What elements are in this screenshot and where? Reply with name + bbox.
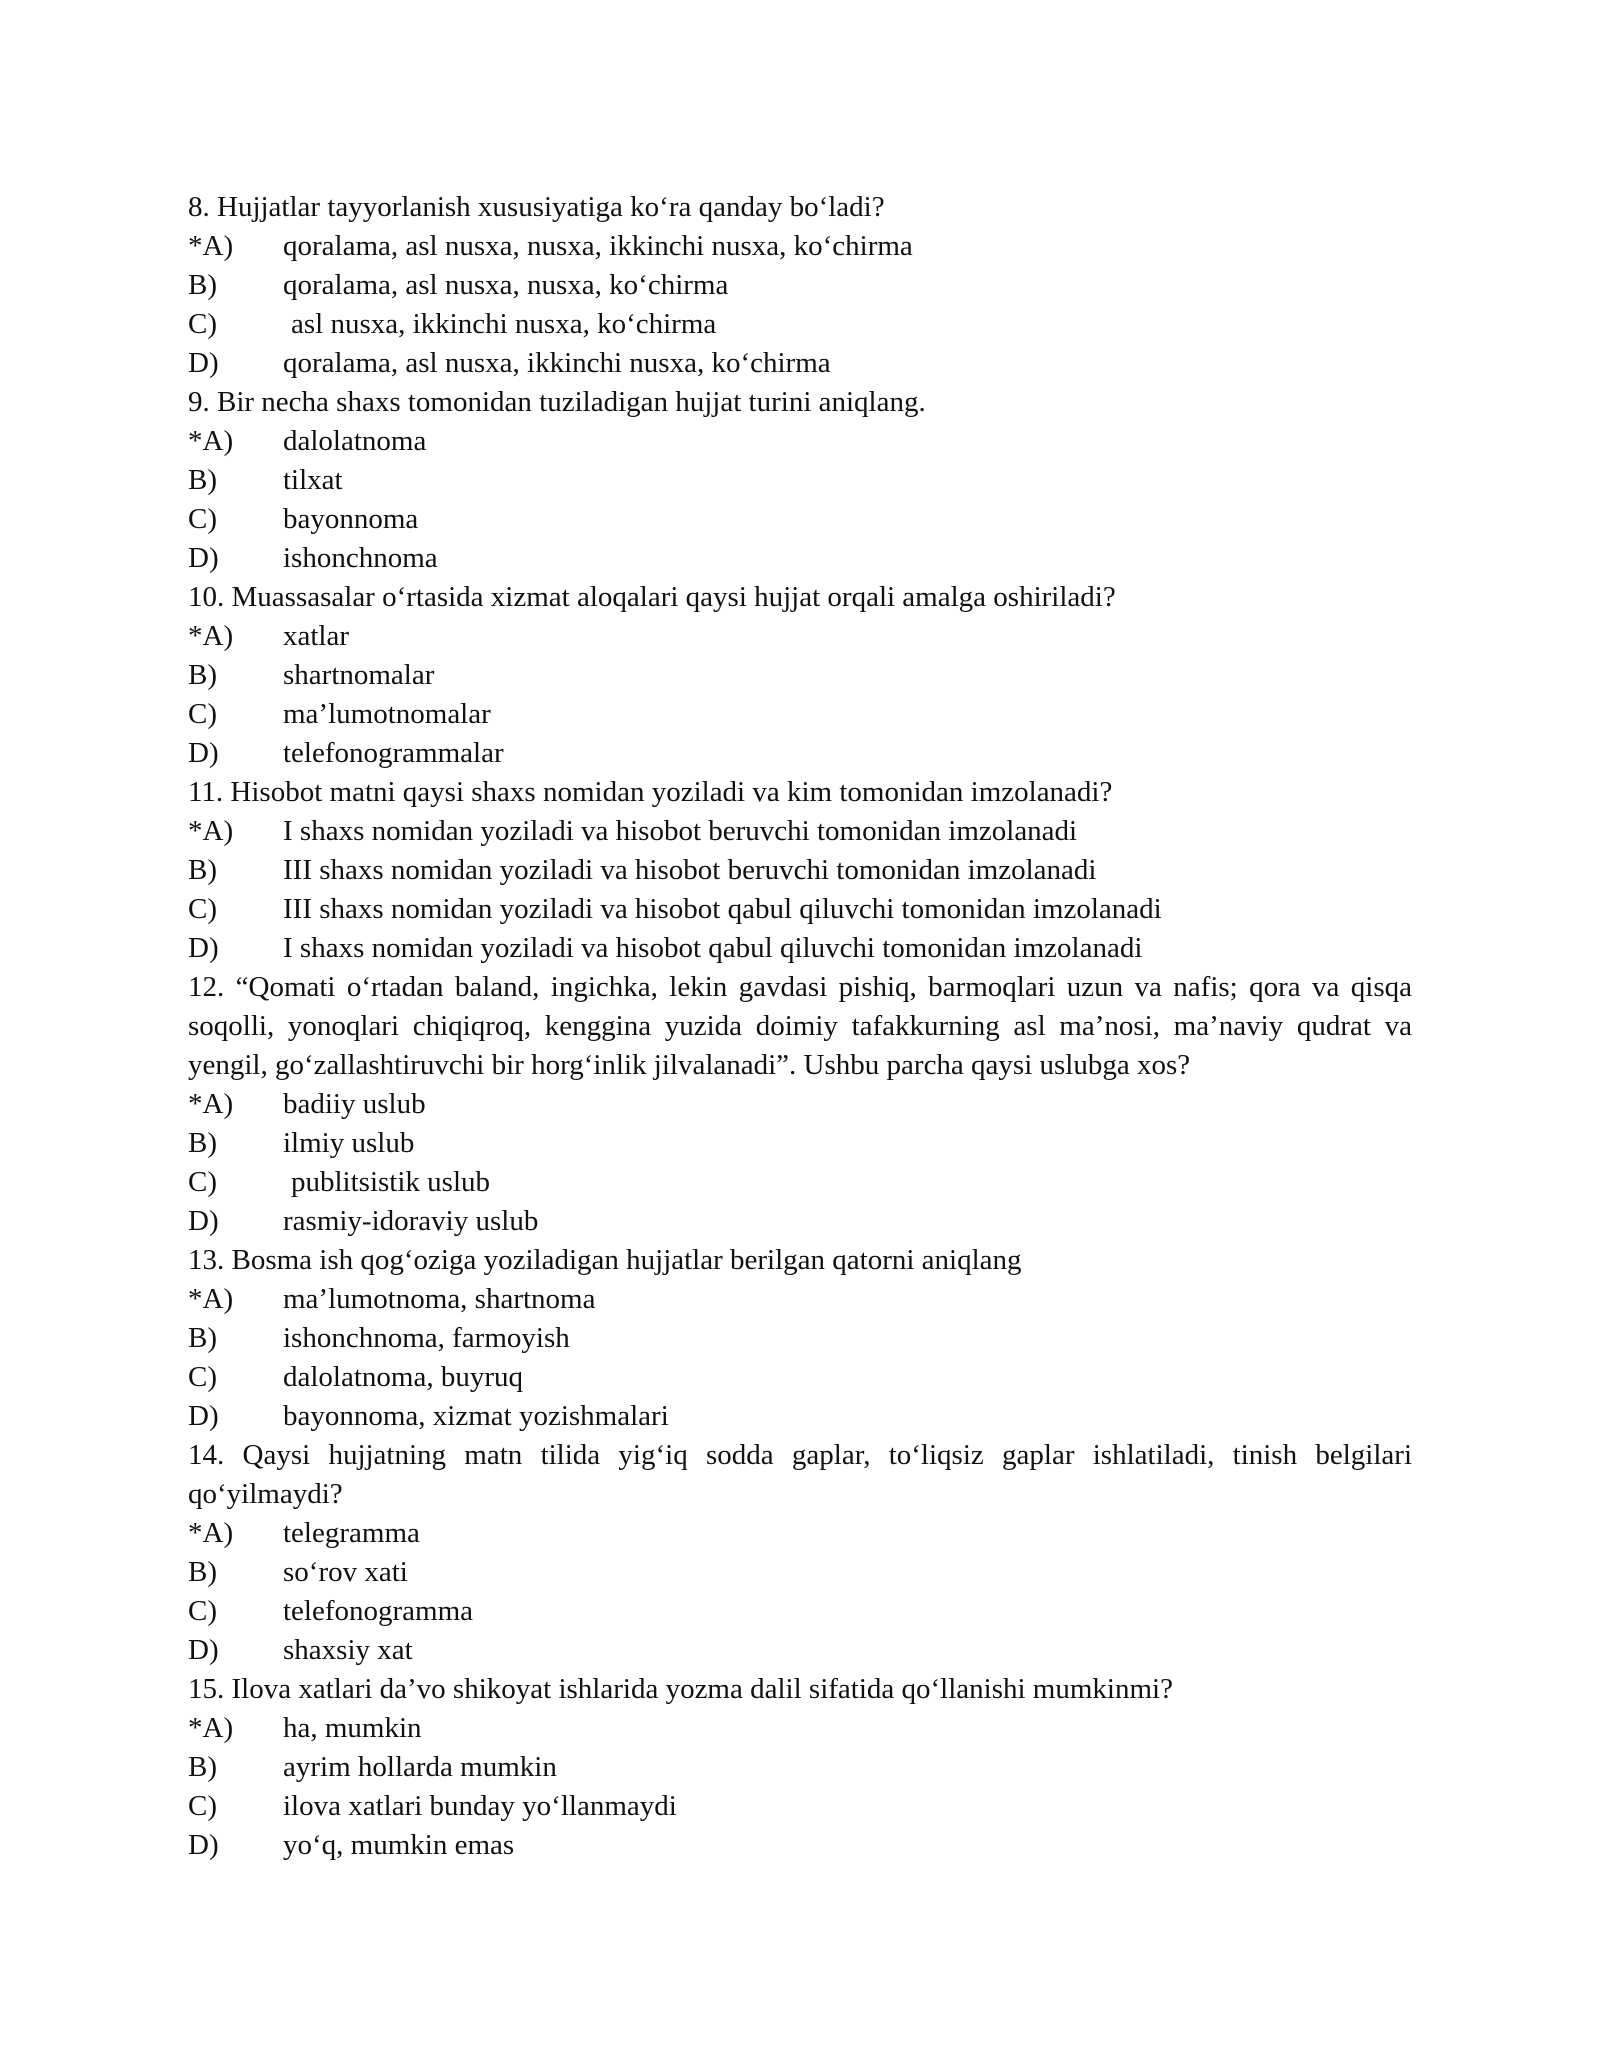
option-letter: *A) (188, 620, 234, 652)
option-text: dalolatnoma, buyruq (283, 1361, 524, 1393)
option-a-correct (188, 1709, 1412, 1748)
option-text: qoralama, asl nusxa, nusxa, ko‘chirma (283, 269, 729, 301)
option-d (188, 1631, 1412, 1670)
option-c (188, 305, 1412, 344)
option-a-correct (188, 1085, 1412, 1124)
question-10 (188, 578, 1412, 773)
option-text: qoralama, asl nusxa, ikkinchi nusxa, ko‘chirma (283, 347, 831, 379)
option-text: asl nusxa, ikkinchi nusxa, ko‘chirma (291, 308, 717, 340)
question-13 (188, 1241, 1412, 1436)
option-text: ilmiy uslub (283, 1127, 415, 1159)
question-text: 14. Qaysi hujjatning matn tilida yig‘iq sodda gaplar, to‘liqsiz gaplar ishlatiladi, tinish belgilari qo‘yilmaydi? (188, 1439, 1412, 1510)
option-letter: B) (188, 1322, 217, 1354)
option-b (188, 461, 1412, 500)
option-a-correct (188, 1514, 1412, 1553)
option-text: rasmiy-idoraviy uslub (283, 1205, 539, 1237)
question-text: 8. Hujjatlar tayyorlanish xususiyatiga ko‘ra qanday bo‘ladi? (188, 191, 885, 223)
option-text: ishonchnoma, farmoyish (283, 1322, 570, 1354)
option-letter: B) (188, 464, 217, 496)
option-b (188, 1553, 1412, 1592)
option-d (188, 1202, 1412, 1241)
option-text: ishonchnoma (283, 542, 438, 574)
option-b (188, 1319, 1412, 1358)
option-c (188, 1163, 1412, 1202)
option-text: so‘rov xati (283, 1556, 408, 1588)
option-b (188, 1124, 1412, 1163)
option-text: publitsistik uslub (291, 1166, 491, 1198)
option-letter: *A) (188, 815, 234, 847)
option-text: tilxat (283, 464, 343, 496)
option-letter: B) (188, 269, 217, 301)
option-letter: *A) (188, 1088, 234, 1120)
option-text: III shaxs nomidan yoziladi va hisobot beruvchi tomonidan imzolanadi (283, 854, 1097, 886)
option-letter: D) (188, 932, 219, 964)
option-letter: *A) (188, 1283, 234, 1315)
question-text: 11. Hisobot matni qaysi shaxs nomidan yoziladi va kim tomonidan imzolanadi? (188, 776, 1113, 808)
option-b (188, 851, 1412, 890)
option-letter: B) (188, 854, 217, 886)
option-text: shartnomalar (283, 659, 435, 691)
option-letter: D) (188, 737, 219, 769)
option-a-correct (188, 812, 1412, 851)
option-letter: B) (188, 1556, 217, 1588)
option-letter: B) (188, 659, 217, 691)
question-text: 12. “Qomati o‘rtadan baland, ingichka, lekin gavdasi pishiq, barmoqlari uzun va nafis; qora va qisqa soqolli, yonoqlari chiqiqroq, kenggina yuzida doimiy tafakkurning asl ma’nosi, ma’naviy qudrat va yengil, go‘zallashtiruvchi bir horg‘inlik jilvalanadi”. Ushbu parcha qaysi uslubga xos? (188, 971, 1412, 1081)
option-letter: C) (188, 503, 217, 535)
option-text: bayonnoma (283, 503, 419, 535)
option-text: yo‘q, mumkin emas (283, 1829, 515, 1861)
option-letter: D) (188, 542, 219, 574)
option-text: telefonogramma (283, 1595, 474, 1627)
question-8 (188, 188, 1412, 383)
option-a-correct (188, 422, 1412, 461)
option-letter: D) (188, 1400, 219, 1432)
option-text: bayonnoma, xizmat yozishmalari (283, 1400, 669, 1432)
option-c (188, 500, 1412, 539)
question-15 (188, 1670, 1412, 1865)
question-text: 13. Bosma ish qog‘oziga yoziladigan hujjatlar berilgan qatorni aniqlang (188, 1244, 1022, 1276)
option-a-correct (188, 1280, 1412, 1319)
quiz-document (188, 188, 1412, 1865)
option-text: I shaxs nomidan yoziladi va hisobot qabul qiluvchi tomonidan imzolanadi (283, 932, 1143, 964)
option-text: ha, mumkin (283, 1712, 422, 1744)
option-text: I shaxs nomidan yoziladi va hisobot beruvchi tomonidan imzolanadi (283, 815, 1078, 847)
option-d (188, 1397, 1412, 1436)
option-text: dalolatnoma (283, 425, 427, 457)
option-letter: D) (188, 1634, 219, 1666)
option-letter: C) (188, 1166, 217, 1198)
option-d (188, 929, 1412, 968)
option-letter: D) (188, 347, 219, 379)
option-text: ma’lumotnomalar (283, 698, 491, 730)
option-letter: D) (188, 1829, 219, 1861)
option-text: telegramma (283, 1517, 420, 1549)
question-text: 9. Bir necha shaxs tomonidan tuziladigan hujjat turini aniqlang. (188, 386, 926, 418)
option-b (188, 1748, 1412, 1787)
option-a-correct (188, 617, 1412, 656)
option-letter: B) (188, 1751, 217, 1783)
option-letter: C) (188, 308, 217, 340)
question-9 (188, 383, 1412, 578)
option-d (188, 539, 1412, 578)
option-letter: C) (188, 1361, 217, 1393)
question-12 (188, 968, 1412, 1241)
option-text: telefonogrammalar (283, 737, 504, 769)
option-text: qoralama, asl nusxa, nusxa, ikkinchi nusxa, ko‘chirma (283, 230, 913, 262)
option-letter: C) (188, 1790, 217, 1822)
option-letter: *A) (188, 230, 234, 262)
option-d (188, 734, 1412, 773)
option-d (188, 1826, 1412, 1865)
option-d (188, 344, 1412, 383)
option-b (188, 266, 1412, 305)
option-text: ma’lumotnoma, shartnoma (283, 1283, 596, 1315)
option-text: ilova xatlari bunday yo‘llanmaydi (283, 1790, 677, 1822)
option-text: III shaxs nomidan yoziladi va hisobot qabul qiluvchi tomonidan imzolanadi (283, 893, 1162, 925)
question-text: 10. Muassasalar o‘rtasida xizmat aloqalari qaysi hujjat orqali amalga oshiriladi? (188, 581, 1116, 613)
option-letter: *A) (188, 1712, 234, 1744)
option-c (188, 1787, 1412, 1826)
question-14 (188, 1436, 1412, 1670)
option-letter: *A) (188, 1517, 234, 1549)
option-text: ayrim hollarda mumkin (283, 1751, 557, 1783)
option-c (188, 1592, 1412, 1631)
option-b (188, 656, 1412, 695)
question-11 (188, 773, 1412, 968)
option-c (188, 695, 1412, 734)
option-letter: C) (188, 698, 217, 730)
option-text: xatlar (283, 620, 350, 652)
option-c (188, 890, 1412, 929)
option-text: badiiy uslub (283, 1088, 426, 1120)
option-text: shaxsiy xat (283, 1634, 413, 1666)
option-letter: B) (188, 1127, 217, 1159)
question-text: 15. Ilova xatlari da’vo shikoyat ishlarida yozma dalil sifatida qo‘llanishi mumkinmi? (188, 1673, 1173, 1705)
option-c (188, 1358, 1412, 1397)
option-letter: C) (188, 1595, 217, 1627)
option-a-correct (188, 227, 1412, 266)
option-letter: D) (188, 1205, 219, 1237)
option-letter: C) (188, 893, 217, 925)
option-letter: *A) (188, 425, 234, 457)
